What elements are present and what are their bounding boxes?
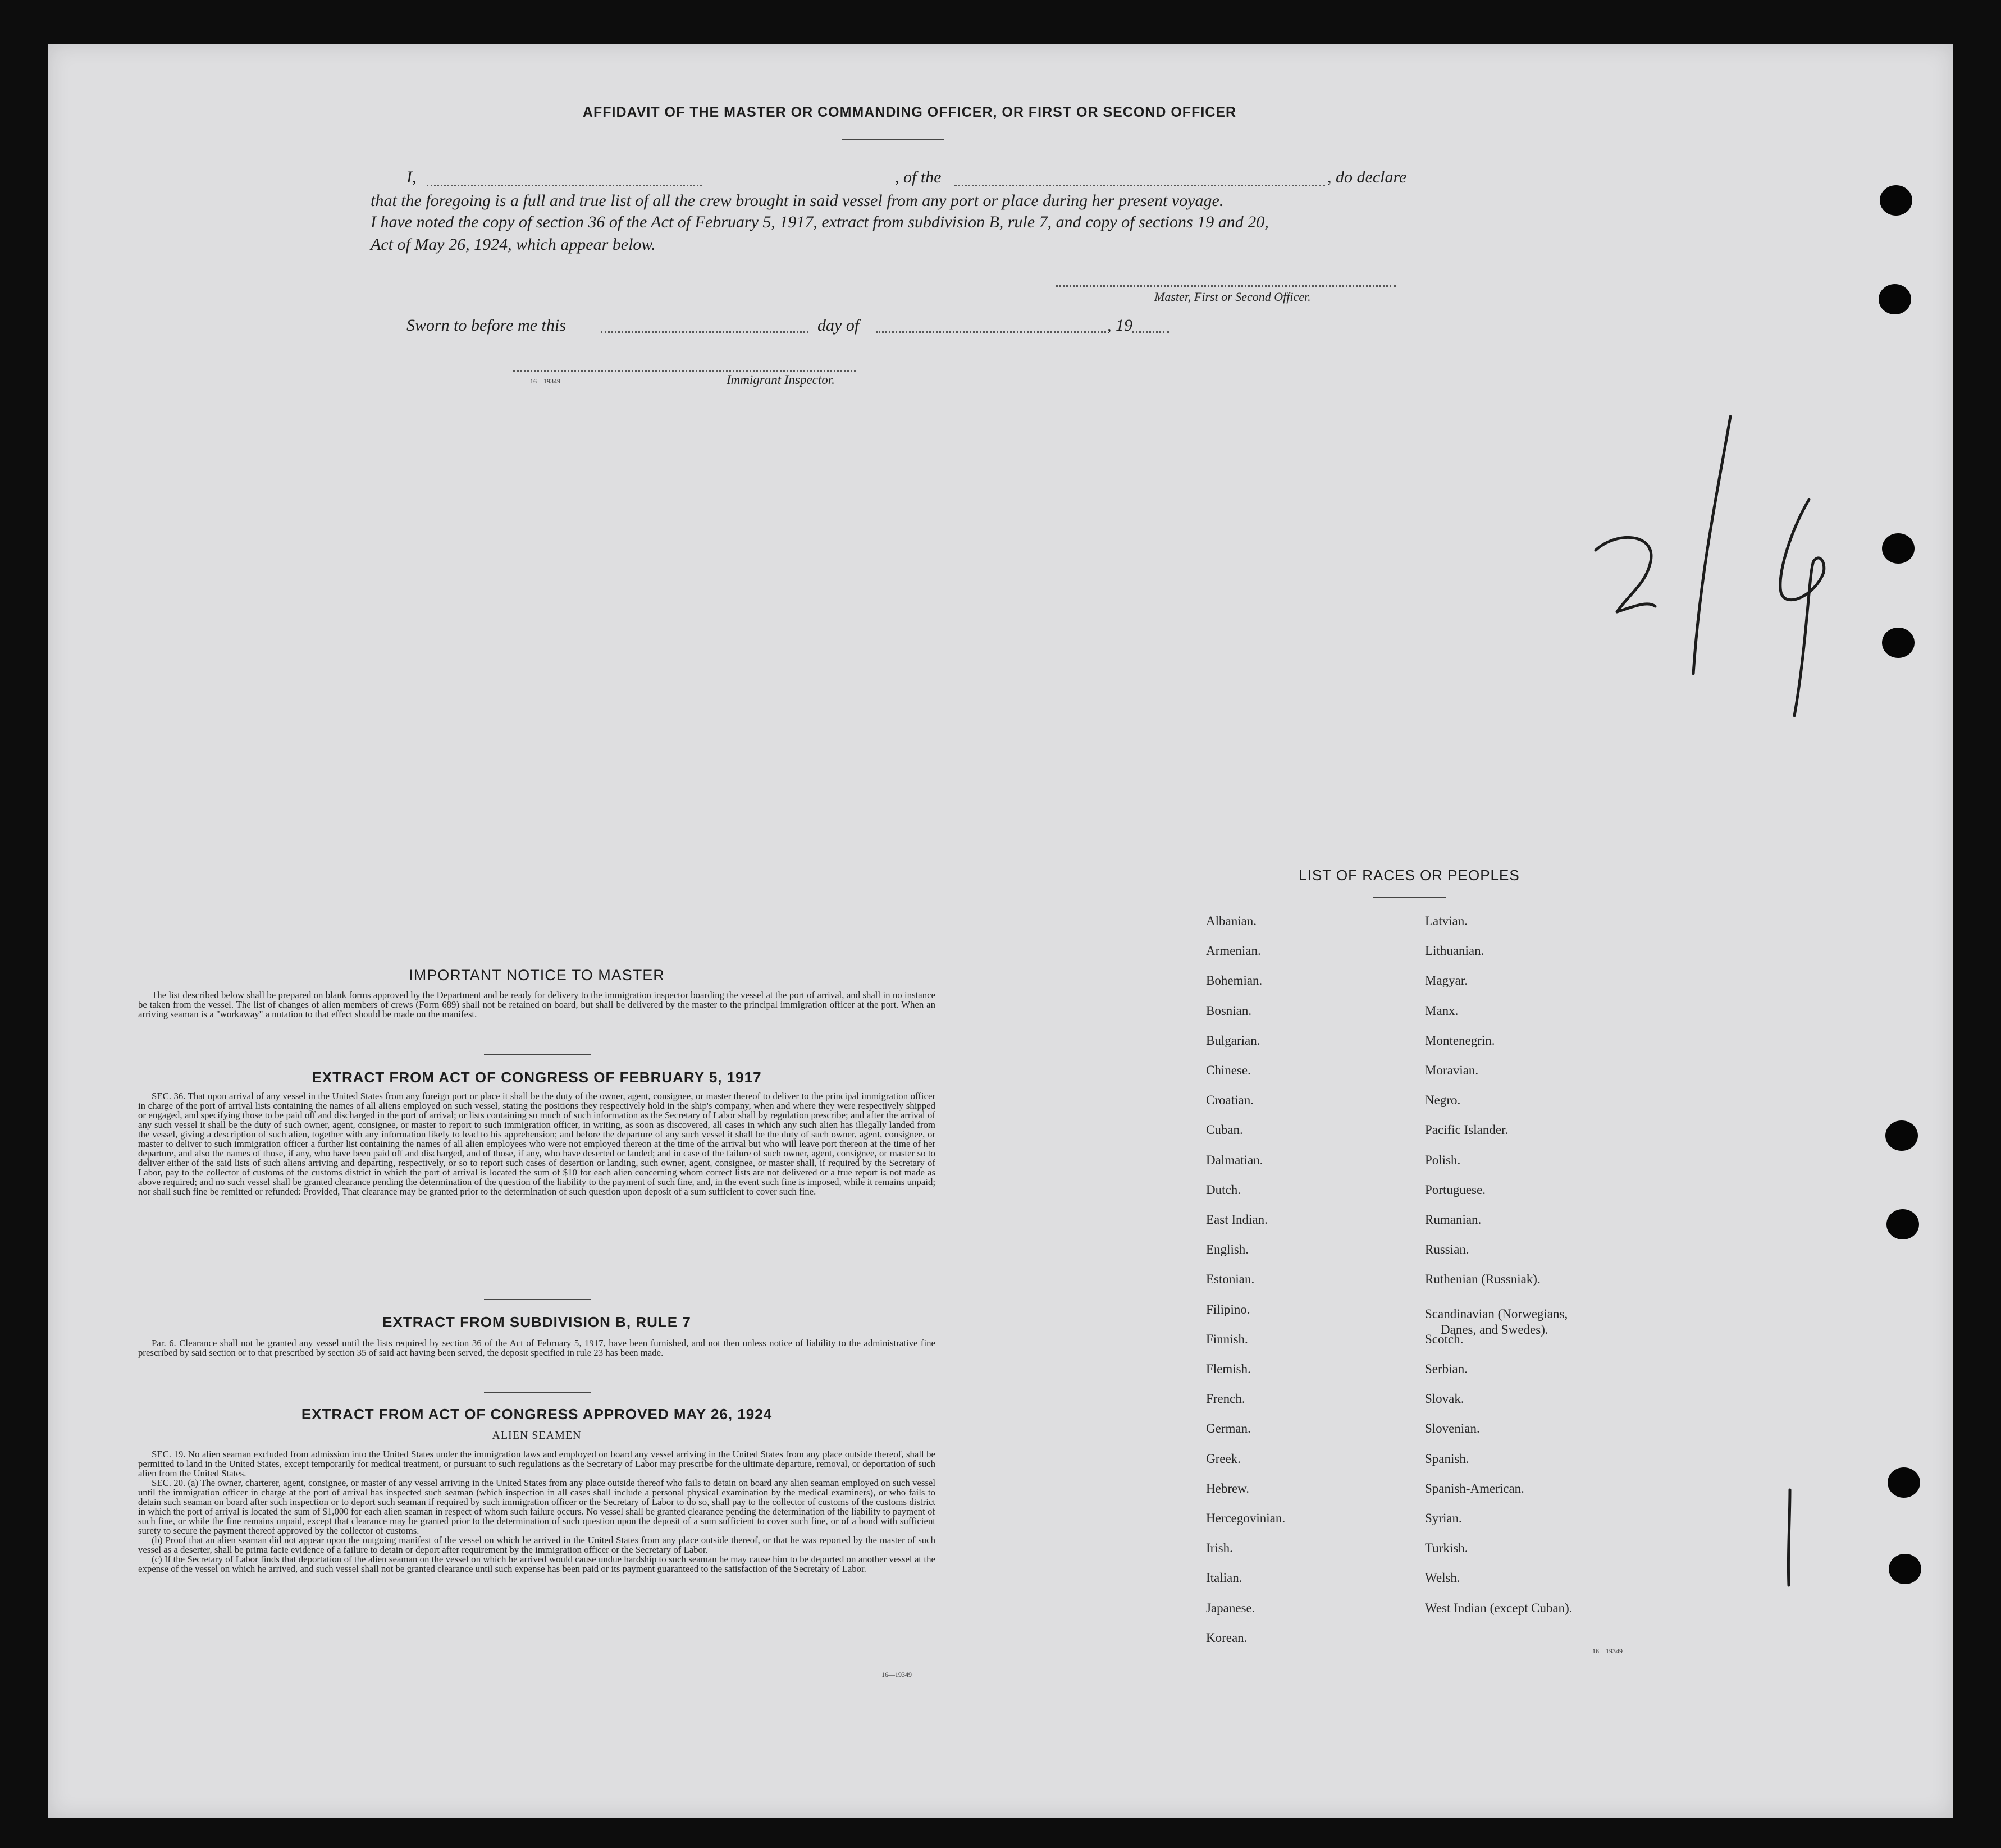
race-item: Latvian. bbox=[1425, 914, 1468, 928]
year-label: , 19 bbox=[1107, 316, 1132, 335]
race-item: Manx. bbox=[1425, 1004, 1459, 1018]
extract-rule7-text bbox=[138, 1338, 935, 1367]
notice-text bbox=[138, 990, 935, 1036]
race-item: Korean. bbox=[1206, 1631, 1248, 1645]
notice-title: IMPORTANT NOTICE TO MASTER bbox=[409, 967, 665, 984]
section-divider bbox=[484, 1054, 591, 1055]
day-blank bbox=[601, 331, 808, 333]
race-item: Welsh. bbox=[1425, 1571, 1460, 1585]
race-item: Italian. bbox=[1206, 1571, 1242, 1585]
section-20c-paragraph: (c) If the Secretary of Labor finds that deportation of the alien seaman on the vessel on which he arrived would cause undue hardship to such seaman he may cause him to be deported on another vessel at the expense of the vessel on which he arrived, and such vessel shall not be granted clearance until such expense has been paid or its payment guaranteed to the satisfaction of the Secretary of Labor. bbox=[138, 1554, 935, 1574]
race-item: Syrian. bbox=[1425, 1511, 1462, 1525]
race-item: Bosnian. bbox=[1206, 1004, 1252, 1018]
race-item: Finnish. bbox=[1206, 1332, 1248, 1346]
section-20a-paragraph: SEC. 20. (a) The owner, charterer, agent, consignee, or master of any vessel arriving in the United States from any place outside thereof who fails to detain on board any alien seaman employed on such vessel until the immigration officer in charge at the port of arrival has inspected such seaman (which inspection in all cases shall include a personal physical examination by the medical examiners), or who fails to detain such seaman on board after such inspection or to deport such seaman if required by such immigration officer or the Secretary of Labor to do so, shall pay to the collector of customs of the customs district in which the port of arrival is located the sum of $1,000 for each alien seaman in respect of whom such failure occurs. No vessel shall be granted clearance pending the determination of the liability to payment of such fine, or while the fine remains unpaid, except that clearance may be granted prior to the determination of such question upon the deposit of a sum sufficient to cover such fine, or of a bond with sufficient surety to secure the payment thereof approved by the collector of customs. bbox=[138, 1478, 935, 1536]
race-item: Flemish. bbox=[1206, 1362, 1251, 1376]
race-item: Montenegrin. bbox=[1425, 1033, 1495, 1047]
race-item: German. bbox=[1206, 1421, 1251, 1435]
punch-hole bbox=[1888, 1467, 1920, 1498]
race-item: English. bbox=[1206, 1242, 1249, 1256]
vessel-blank bbox=[954, 185, 1325, 186]
alien-seamen-subtitle: ALIEN SEAMEN bbox=[492, 1429, 582, 1442]
punch-hole bbox=[1889, 1554, 1921, 1584]
punch-hole bbox=[1879, 284, 1911, 314]
section-20b-paragraph: (b) Proof that an alien seaman did not appear upon the outgoing manifest of the vessel on which he arrived in the United States from any place outside thereof, or that he was reported by the master of such vessel as a deserter, shall be prima facie evidence of a failure to detain or deport after requirement by the immigration officer or the Secretary of Labor. bbox=[138, 1535, 935, 1555]
race-item: Estonian. bbox=[1206, 1272, 1255, 1286]
race-item: Portuguese. bbox=[1425, 1183, 1486, 1197]
race-item: Rumanian. bbox=[1425, 1213, 1482, 1227]
punch-hole bbox=[1882, 628, 1915, 658]
races-title-underline bbox=[1373, 897, 1446, 898]
race-item: Greek. bbox=[1206, 1452, 1241, 1466]
inspector-signature-line bbox=[513, 370, 856, 372]
race-item: Negro. bbox=[1425, 1093, 1461, 1107]
year-blank bbox=[1132, 331, 1169, 333]
race-item: Moravian. bbox=[1425, 1063, 1479, 1077]
affidavit-line-3: I have noted the copy of section 36 of the Act of February 5, 1917, extract from subdivision B, rule 7, and copy of sections 19 and 20, bbox=[371, 213, 1269, 231]
section-divider bbox=[484, 1392, 591, 1393]
extract-1917-text bbox=[138, 1091, 935, 1287]
affidavit-i-label: I, bbox=[406, 168, 417, 186]
handwritten-tally-mark bbox=[1778, 1485, 1800, 1592]
day-of-label: day of bbox=[817, 316, 860, 335]
race-item: Polish. bbox=[1425, 1153, 1461, 1167]
extract-1924-text bbox=[138, 1449, 935, 1673]
race-item: Turkish. bbox=[1425, 1541, 1468, 1555]
races-title: LIST OF RACES OR PEOPLES bbox=[1299, 867, 1520, 884]
race-item: Bulgarian. bbox=[1206, 1033, 1260, 1047]
extract-1924-title: EXTRACT FROM ACT OF CONGRESS APPROVED MAY 26, 1924 bbox=[301, 1406, 773, 1422]
race-item: Pacific Islander. bbox=[1425, 1123, 1509, 1137]
race-item: West Indian (except Cuban). bbox=[1425, 1601, 1573, 1615]
punch-hole bbox=[1880, 185, 1912, 216]
affidavit-title: AFFIDAVIT OF THE MASTER OR COMMANDING OFFICER, OR FIRST OR SECOND OFFICER bbox=[582, 104, 1237, 120]
race-item: Serbian. bbox=[1425, 1362, 1468, 1376]
section-36-paragraph: SEC. 36. That upon arrival of any vessel in the United States from any foreign port or place it shall be the duty of the owner, agent, consignee, or master thereof to deliver to the principal immigration officer in charge of the port of arrival lists containing the names of all aliens employed on such vessel, stating the positions they respectively hold in the ship's company, when and where they were respectively shipped or engaged, and specifying those to be paid off and discharged in the port of arrival; or lists containing so much of such information as the Secretary of Labor shall by regulation prescribe; and after the arrival of any such vessel it shall be the duty of such owner, agent, consignee, or master to report to such immigration officer, in writing, as soon as discovered, all cases in which any such alien has illegally landed from the vessel, giving a description of such alien, together with any information likely to lead to his apprehension; and before the departure of any such vessel it shall be the duty of such owner, agent, consignee, or master to deliver to such immigration officer a further list containing the names of all alien employees who were not employed thereon at the time of the arrival but who will leave port thereon at the time of her departure, and also the names of those, if any, who have been paid off and discharged, and of those, if any, who have deserted or landed; and in case of the failure of such owner, agent, consignee, or master so to deliver either of the said lists of such aliens arriving and departing, respectively, or so to report such cases of desertion or landing, such owner, agent, consignee, or master shall, if required by the Secretary of Labor, pay to the collector of customs of the customs district in which the port of arrival is located the sum of $10 for each alien concerning whom correct lists are not delivered or a true report is not made as above required; and no such vessel shall be granted clearance pending the determination of the question of the liability to the payment of such fine, and, in the event such fine is imposed, while it remains unpaid; nor shall such fine be remitted or refunded: Provided, That clearance may be granted prior to the determination of such question upon deposit of a sum sufficient to cover such fine. bbox=[138, 1091, 935, 1197]
race-item: Albanian. bbox=[1206, 914, 1257, 928]
extract-1917-title: EXTRACT FROM ACT OF CONGRESS OF FEBRUARY 5, 1917 bbox=[312, 1069, 762, 1086]
paragraph-6: Par. 6. Clearance shall not be granted any vessel until the lists required by section 36 of the Act of February 5, 1917, have been furnished, and not then unless notice of liability to the administrative fine prescribed by said section or to that prescribed by section 35 of said act having been served, the deposit specified in rule 23 has been made. bbox=[138, 1338, 935, 1358]
races-form-number: 16—19349 bbox=[1592, 1647, 1623, 1655]
race-item: Ruthenian (Russniak). bbox=[1425, 1272, 1541, 1286]
affidavit-line-2: that the foregoing is a full and true list of all the crew brought in said vessel from any port or place during her present voyage. bbox=[371, 191, 1224, 210]
race-item: Hebrew. bbox=[1206, 1481, 1250, 1495]
punch-hole bbox=[1885, 1120, 1918, 1151]
race-item: Armenian. bbox=[1206, 944, 1261, 958]
inspector-label: Immigrant Inspector. bbox=[727, 373, 835, 387]
race-item: Irish. bbox=[1206, 1541, 1233, 1555]
title-underline bbox=[842, 139, 944, 140]
race-item: Scandinavian (Norwegians, bbox=[1425, 1307, 1568, 1321]
race-item: Magyar. bbox=[1425, 973, 1468, 987]
signature-label: Master, First or Second Officer. bbox=[1154, 290, 1311, 304]
affidavit-form-number: 16—19349 bbox=[530, 377, 560, 385]
race-item: Slovenian. bbox=[1425, 1421, 1480, 1435]
name-blank bbox=[427, 185, 702, 186]
punch-hole bbox=[1886, 1209, 1919, 1239]
extract-form-number: 16—19349 bbox=[881, 1671, 912, 1678]
race-item: Chinese. bbox=[1206, 1063, 1251, 1077]
race-item: Slovak. bbox=[1425, 1392, 1464, 1406]
race-item: Cuban. bbox=[1206, 1123, 1243, 1137]
race-item: Hercegovinian. bbox=[1206, 1511, 1286, 1525]
extract-rule7-title: EXTRACT FROM SUBDIVISION B, RULE 7 bbox=[382, 1314, 691, 1330]
race-item: Bohemian. bbox=[1206, 973, 1263, 987]
race-item: East Indian. bbox=[1206, 1213, 1268, 1227]
race-item: Spanish. bbox=[1425, 1452, 1469, 1466]
affidavit-of-the-label: , of the bbox=[895, 168, 942, 186]
race-item: French. bbox=[1206, 1392, 1245, 1406]
section-divider bbox=[484, 1299, 591, 1300]
race-item: Spanish-American. bbox=[1425, 1481, 1524, 1495]
race-item: Filipino. bbox=[1206, 1302, 1250, 1316]
race-item: Japanese. bbox=[1206, 1601, 1255, 1615]
race-item: Scotch. bbox=[1425, 1332, 1464, 1346]
affidavit-line-4: Act of May 26, 1924, which appear below. bbox=[371, 235, 656, 254]
affidavit-do-declare-label: , do declare bbox=[1327, 168, 1407, 186]
race-item: Russian. bbox=[1425, 1242, 1469, 1256]
section-19-paragraph: SEC. 19. No alien seaman excluded from admission into the United States under the immigration laws and employed on board any vessel arriving in the United States from any place outside thereof, shall be permitted to land in the United States, except temporarily for medical treatment, or pursuant to such regulations as the Secretary of Labor may prescribe for the ultimate departure, removal, or deportation of such alien from the United States. bbox=[138, 1449, 935, 1479]
race-item: Dutch. bbox=[1206, 1183, 1241, 1197]
race-item: Dalmatian. bbox=[1206, 1153, 1263, 1167]
signature-line bbox=[1056, 285, 1396, 287]
month-blank bbox=[876, 331, 1106, 333]
race-item: Danes, and Swedes). bbox=[1441, 1323, 1548, 1337]
race-item: Lithuanian. bbox=[1425, 944, 1484, 958]
race-item: Croatian. bbox=[1206, 1093, 1254, 1107]
punch-hole bbox=[1882, 533, 1915, 564]
sworn-label: Sworn to before me this bbox=[406, 316, 566, 335]
handwritten-page-number bbox=[1583, 410, 1853, 724]
notice-paragraph: The list described below shall be prepared on blank forms approved by the Department and be ready for delivery to the immigration inspector boarding the vessel at the port of arrival, and shall in no instance be taken from the vessel. The list of changes of alien members of crews (Form 689) shall not be retained on board, but shall be delivered by the master to the principal immigration officer at the port. When an arriving seaman is a "workaway" a notation to that effect should be made on the manifest. bbox=[138, 990, 935, 1019]
